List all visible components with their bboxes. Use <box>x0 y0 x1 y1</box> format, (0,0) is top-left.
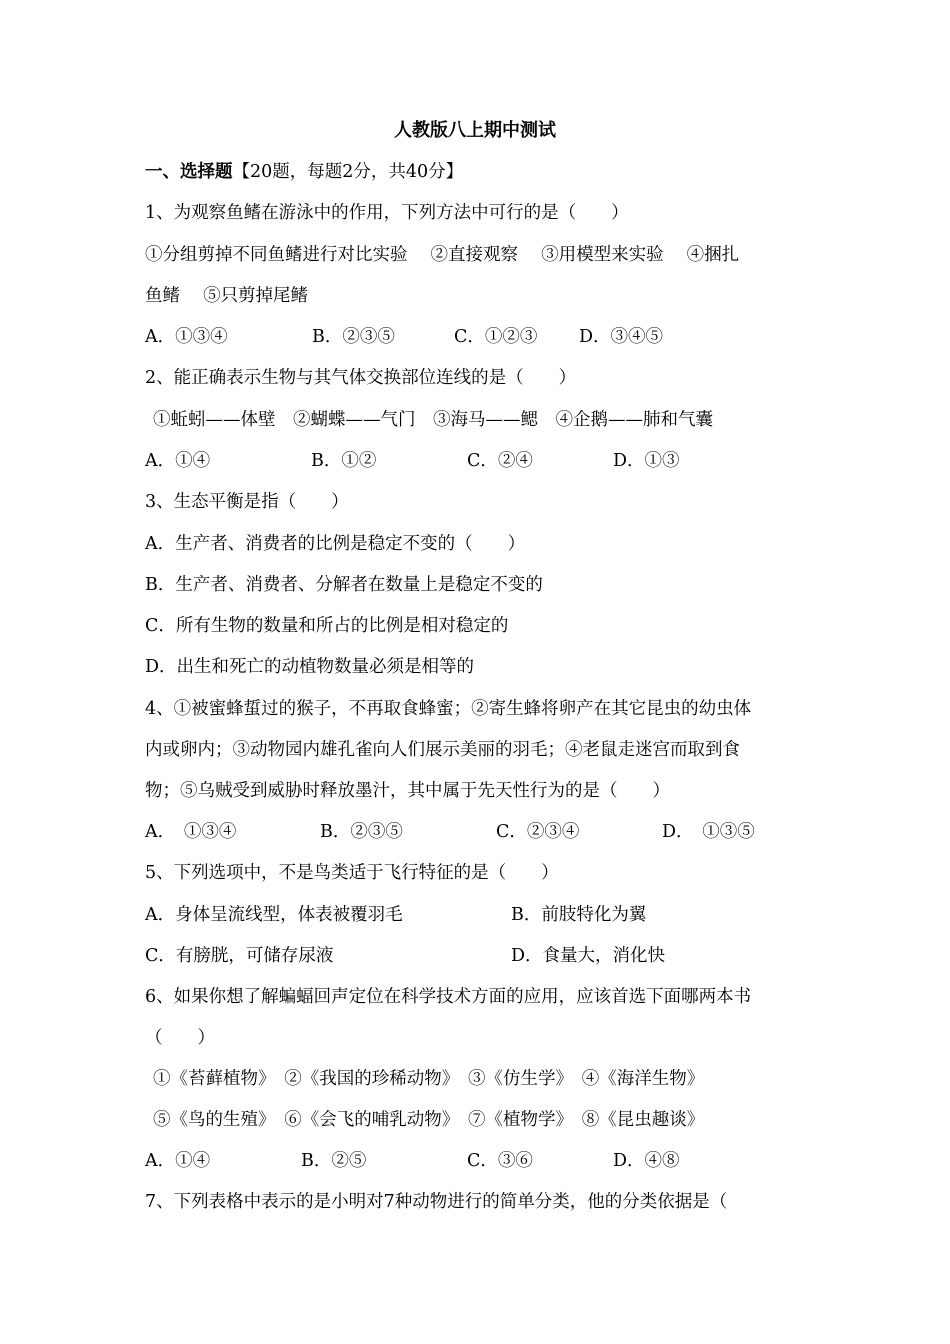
option-d: D．③④⑤ <box>579 327 664 347</box>
option-a: A．身体呈流线型，体表被覆羽毛 <box>145 905 403 925</box>
question-3-stem: 3、生态平衡是指（ ） <box>145 492 349 512</box>
option-a: A．①③④ <box>145 327 228 347</box>
option-b: B．②③⑤ <box>312 327 395 347</box>
question-6-stem-line1: 6、如果你想了解蝙蝠回声定位在科学技术方面的应用，应该首选下面哪两本书 <box>145 987 752 1007</box>
option-d: D． ①③⑤ <box>662 822 755 842</box>
question-4-stem-line3: 物；⑤乌贼受到威胁时释放墨汁，其中属于先天性行为的是（ ） <box>145 781 670 801</box>
option-b: B．①② <box>311 451 377 471</box>
question-7-stem: 7、下列表格中表示的是小明对7种动物进行的简单分类，他的分类依据是（ <box>145 1192 728 1212</box>
question-5-stem: 5、下列选项中，不是鸟类适于飞行特征的是（ ） <box>145 863 559 883</box>
section-heading-note: 【20题，每题2分，共40分】 <box>232 162 464 182</box>
option-b: B．②⑤ <box>301 1151 367 1171</box>
question-3-option-a: A．生产者、消费者的比例是稳定不变的（ ） <box>145 534 526 554</box>
question-1-items-line2: 鱼鳍 ⑤只剪掉尾鳍 <box>145 286 309 306</box>
question-2-stem: 2、能正确表示生物与其气体交换部位连线的是（ ） <box>145 368 577 388</box>
section-heading-label: 一、选择题 <box>145 162 233 182</box>
option-a: A． ①③④ <box>145 822 237 842</box>
option-c: C．有膀胱，可储存尿液 <box>145 946 334 966</box>
option-d: D．④⑧ <box>613 1151 680 1171</box>
question-1-items-line1: ①分组剪掉不同鱼鳍进行对比实验 ②直接观察 ③用模型来实验 ④捆扎 <box>145 245 740 265</box>
question-6-books-line1: ①《苔藓植物》 ②《我国的珍稀动物》 ③《仿生学》 ④《海洋生物》 <box>153 1069 705 1089</box>
option-c: C．②④ <box>467 451 533 471</box>
question-1-stem: 1、为观察鱼鳍在游泳中的作用，下列方法中可行的是（ ） <box>145 203 629 223</box>
option-b: B．②③⑤ <box>320 822 403 842</box>
page-title: 人教版八上期中测试 <box>394 120 556 141</box>
question-6-stem-line2: （ ） <box>145 1028 215 1048</box>
option-c: C．②③④ <box>496 822 580 842</box>
question-3-option-c: C．所有生物的数量和所占的比例是相对稳定的 <box>145 616 509 636</box>
section-heading <box>145 160 815 184</box>
question-4-stem-line2: 内或卵内；③动物园内雄孔雀向人们展示美丽的羽毛；④老鼠走迷宫而取到食 <box>145 740 740 760</box>
question-2-items: ①蚯蚓——体壁 ②蝴蝶——气门 ③海马——鳃 ④企鹅——肺和气囊 <box>153 410 713 430</box>
option-c: C．①②③ <box>454 327 538 347</box>
option-d: D．①③ <box>613 451 680 471</box>
option-a: A．①④ <box>145 1151 211 1171</box>
option-a: A．①④ <box>145 451 211 471</box>
question-3-option-d: D．出生和死亡的动植物数量必须是相等的 <box>145 657 475 677</box>
question-4-stem-line1: 4、①被蜜蜂蜇过的猴子，不再取食蜂蜜；②寄生蜂将卵产在其它昆虫的幼虫体 <box>145 699 752 719</box>
option-c: C．③⑥ <box>467 1151 533 1171</box>
option-b: B．前肢特化为翼 <box>511 905 647 925</box>
question-3-option-b: B．生产者、消费者、分解者在数量上是稳定不变的 <box>145 575 543 595</box>
question-6-books-line2: ⑤《鸟的生殖》 ⑥《会飞的哺乳动物》 ⑦《植物学》 ⑧《昆虫趣谈》 <box>153 1110 705 1130</box>
option-d: D．食量大，消化快 <box>511 946 666 966</box>
